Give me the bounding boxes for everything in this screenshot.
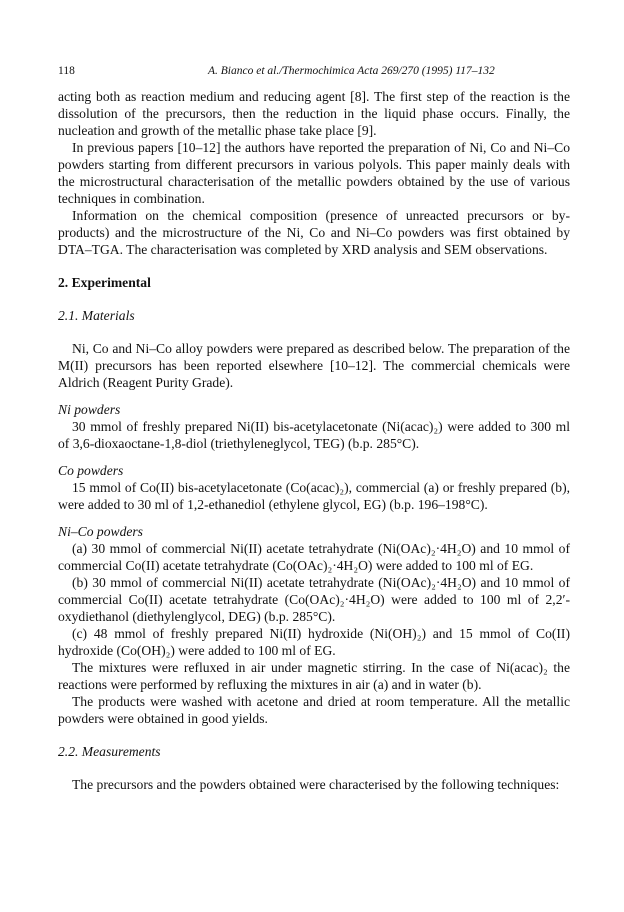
intro-paragraph-1: acting both as reaction medium and reducing agent [8]. The first step of the reaction is the dissolution of the precursors, then the reduction in the liquid phase occurs. Finally, the nucleation and growth of the metallic phase take place [9]. — [58, 89, 570, 138]
wash-paragraph: The products were washed with acetone and dried at room temperature. All the metallic powders were obtained in good yields. — [58, 694, 570, 726]
subsection-heading-measurements: 2.2. Measurements — [58, 744, 161, 759]
nico-item-b: (b) 30 mmol of commercial Ni(II) acetate tetrahydrate (Ni(OAc)₂·4H₂O) and 10 mmol of commercial Co(II) acetate tetrahydrate (Co(OAc)₂·4H₂O) were added to 100 ml of 2,2′-oxydiethanol (diethylenglycol, DEG) (b.p. 285°C). — [58, 575, 570, 624]
running-title: A. Bianco et al./Thermochimica Acta 269/270 (1995) 117–132 — [208, 65, 495, 77]
co-powders-text: 15 mmol of Co(II) bis-acetylacetonate (Co(acac)₂), commercial (a) or freshly prepared (b), were added to 30 ml of 1,2-ethanediol (ethylene glycol, EG) (b.p. 196–198°C). — [58, 480, 570, 512]
nico-item-a: (a) 30 mmol of commercial Ni(II) acetate tetrahydrate (Ni(OAc)₂·4H₂O) and 10 mmol of commercial Co(II) acetate tetrahydrate (Co(OAc)₂·4H₂O) were added to 100 ml of EG. — [58, 541, 570, 573]
section-heading-experimental: 2. Experimental — [58, 275, 151, 290]
measurements-paragraph: The precursors and the powders obtained were characterised by the following techniques: — [72, 777, 560, 792]
subsection-heading-materials: 2.1. Materials — [58, 308, 135, 323]
nico-powders-heading: Ni–Co powders — [58, 524, 143, 539]
intro-paragraph-2: In previous papers [10–12] the authors have reported the preparation of Ni, Co and Ni–Co powders starting from different precursors in various polyols. This paper mainly deals with the microstructural characterisation of the metallic powders obtained by the use of various techniques in combination. — [58, 140, 570, 206]
materials-paragraph: Ni, Co and Ni–Co alloy powders were prepared as described below. The preparation of the M(II) precursors has been reported elsewhere [10–12]. The commercial chemicals were Aldrich (Reagent Purity Grade). — [58, 341, 570, 390]
intro-paragraph-3: Information on the chemical composition (presence of unreacted precursors or by-products) and the microstructure of the Ni, Co and Ni–Co powders was first obtained by DTA–TGA. The characterisation was completed by XRD analysis and SEM observations. — [58, 208, 570, 257]
co-powders-heading: Co powders — [58, 463, 124, 478]
ni-powders-text: 30 mmol of freshly prepared Ni(II) bis-acetylacetonate (Ni(acac)₂) were added to 300 ml of 3,6-dioxaoctane-1,8-diol (triethyleneglycol, TEG) (b.p. 285°C). — [58, 419, 570, 451]
ni-powders-heading: Ni powders — [58, 402, 121, 417]
article-body — [58, 88, 570, 793]
reflux-paragraph: The mixtures were refluxed in air under magnetic stirring. In the case of Ni(acac)₂ the reactions were performed by refluxing the mixtures in air (a) and in water (b). — [58, 660, 570, 692]
nico-item-c: (c) 48 mmol of freshly prepared Ni(II) hydroxide (Ni(OH)₂) and 15 mmol of Co(II) hydroxide (Co(OH)₂) were added to 100 ml of EG. — [58, 626, 570, 658]
page-number: 118 — [58, 65, 75, 77]
